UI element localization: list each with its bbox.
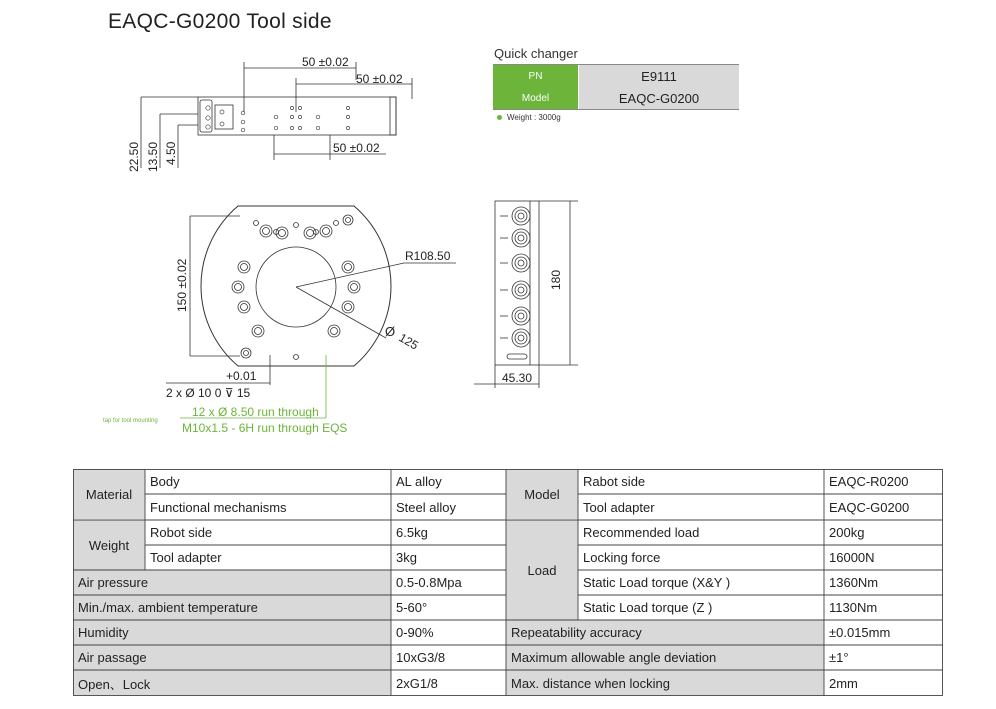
- hole-depth-hint: tap for tool mounting: [103, 418, 158, 424]
- bolt-hole: [238, 261, 250, 273]
- load-label: Load: [527, 562, 557, 578]
- small-hole: [334, 221, 339, 226]
- dim-side-3: 50 ±0.02: [333, 141, 380, 155]
- air-port: [500, 207, 530, 225]
- diameter-symbol: Ø: [385, 324, 396, 339]
- qc-model-key: Model: [493, 87, 578, 109]
- weight-label: Weight: [88, 537, 130, 553]
- dim-width-end: 45.30: [502, 371, 533, 385]
- bolt-hole: [348, 281, 360, 293]
- tool-adapter-weight: 3kg: [396, 550, 417, 565]
- distance-value: 2mm: [829, 675, 858, 691]
- air-port: [500, 307, 530, 325]
- angle-value: ±1°: [829, 650, 849, 665]
- dim-height-2: 13.50: [146, 141, 160, 172]
- recommended-load-value: 200kg: [829, 525, 865, 540]
- bolt-hole: [260, 225, 272, 237]
- model-robot-value: EAQC-R0200: [829, 474, 909, 489]
- bolt-hole: [232, 281, 244, 293]
- small-hole: [294, 355, 299, 360]
- body-label: Body: [150, 474, 180, 489]
- quick-changer-label: Quick changer: [494, 46, 578, 61]
- through-hole-b: M10x1.5 - 6H run through EQS: [182, 421, 348, 435]
- humidity-label: Humidity: [78, 625, 129, 640]
- small-hole: [294, 223, 299, 228]
- robot-side-weight: 6.5kg: [396, 525, 428, 540]
- open-lock-value: 2xG1/8: [396, 675, 438, 691]
- robot-side-label: Robot side: [150, 525, 213, 540]
- torque-z-value: 1130Nm: [829, 600, 878, 615]
- tool-adapter-label: Tool adapter: [150, 550, 222, 565]
- recommended-load-label: Recommended load: [583, 525, 700, 540]
- distance-label: Max. distance when locking: [511, 675, 670, 691]
- torque-z-label: Static Load torque (Z ): [583, 600, 713, 615]
- bolt-hole: [238, 301, 250, 313]
- air-passage-label: Air passage: [78, 650, 147, 665]
- air-passage-value: 10xG3/8: [396, 650, 446, 665]
- model-tool-label: Tool adapter: [583, 499, 655, 515]
- air-port: [500, 329, 530, 347]
- body-value: AL alloy: [396, 474, 442, 489]
- small-hole: [254, 221, 259, 226]
- model-label: Model: [524, 487, 560, 502]
- temperature-label: Min./max. ambient temperature: [78, 600, 258, 615]
- qc-weight-text: Weight : 3000g: [507, 113, 561, 122]
- functional-label: Functional mechanisms: [150, 499, 287, 515]
- bolt-hole: [342, 301, 354, 313]
- end-view: [474, 201, 578, 388]
- bolt-hole: [342, 261, 354, 273]
- air-pressure-label: Air pressure: [78, 575, 149, 590]
- humidity-value: 0-90%: [396, 625, 434, 640]
- repeatability-label: Repeatability accuracy: [511, 625, 642, 640]
- locking-force-label: Locking force: [583, 550, 661, 565]
- bolt-hole: [328, 325, 340, 337]
- dim-height-1: 22.50: [127, 141, 141, 172]
- open-lock-label: Open、Lock: [78, 676, 151, 692]
- torque-xy-label: Static Load torque (X&Y ): [583, 575, 731, 590]
- air-pressure-value: 0.5-0.8Mpa: [396, 575, 462, 590]
- page-title: EAQC-G0200 Tool side: [108, 10, 332, 33]
- dim-diameter: 125: [396, 330, 421, 353]
- dim-side-1: 50 ±0.02: [302, 55, 349, 69]
- air-port: [500, 281, 530, 299]
- material-label: Material: [85, 487, 133, 502]
- hole-tolerance: +0.01: [226, 369, 257, 383]
- temperature-value: 5-60°: [396, 600, 428, 615]
- bolt-ring: [232, 221, 360, 360]
- angle-label: Maximum allowable angle deviation: [511, 650, 717, 665]
- through-hole-a: 12 x Ø 8.50 run through: [192, 405, 319, 419]
- air-port: [500, 229, 530, 247]
- dim-height-3: 4.50: [164, 141, 178, 165]
- bolt-hole: [252, 325, 264, 337]
- locking-force-value: 16000N: [829, 550, 875, 565]
- dim-height: 180: [549, 269, 563, 290]
- bolt-hole: [320, 225, 332, 237]
- dim-side-2: 50 ±0.02: [356, 72, 403, 86]
- qc-model-value: EAQC-G0200: [579, 87, 739, 109]
- functional-value: Steel alloy: [396, 499, 456, 515]
- model-robot-label: Rabot side: [583, 474, 646, 489]
- repeatability-value: ±0.015mm: [829, 625, 891, 640]
- spec-table: [73, 469, 943, 696]
- model-tool-value: EAQC-G0200: [829, 499, 910, 515]
- qc-pn-value: E9111: [579, 65, 739, 87]
- bolt-hole: [276, 227, 288, 239]
- torque-xy-value: 1360Nm: [829, 575, 879, 590]
- air-port: [500, 254, 530, 272]
- hole-spec: 2 x Ø 10 0 ⊽ 15: [166, 386, 251, 400]
- dim-radius: R108.50: [405, 249, 451, 263]
- bolt-hole: [304, 227, 316, 239]
- dim-width: 150 ±0.02: [175, 258, 189, 312]
- qc-pn-key: PN: [493, 65, 578, 87]
- end-view-ports: [500, 207, 530, 347]
